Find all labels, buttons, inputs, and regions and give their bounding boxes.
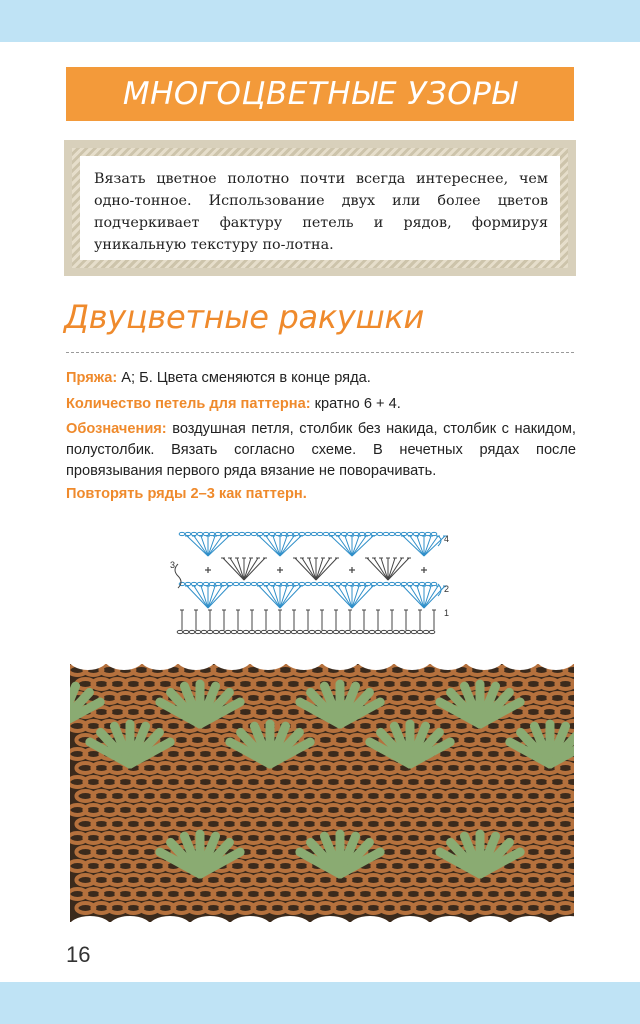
section-divider (66, 352, 574, 353)
top-band (0, 0, 640, 42)
brown-loop (572, 763, 574, 773)
chain-stitch (209, 532, 215, 535)
double-crochet (316, 558, 330, 580)
chain-stitch (227, 532, 233, 535)
chain-stitch (227, 582, 233, 585)
double-crochet (388, 558, 402, 580)
chain-stitch (347, 582, 353, 585)
stitch-count-line (66, 394, 576, 415)
chain-stitch (423, 630, 429, 633)
chain-stitch (275, 532, 281, 535)
symbols-label: Обозначения: (66, 421, 167, 437)
chain-stitch (239, 532, 245, 535)
chain-stitch (321, 630, 327, 633)
chain-stitch (401, 532, 407, 535)
chain-stitch (311, 532, 317, 535)
double-crochet (266, 536, 280, 556)
chain-stitch (257, 532, 263, 535)
chain-stitch (309, 630, 315, 633)
brown-loop (572, 791, 574, 801)
chain-stitch (335, 582, 341, 585)
symbols-paragraph (66, 419, 576, 482)
chain-stitch (243, 630, 249, 633)
chain-stitch (269, 582, 275, 585)
chain-stitch (431, 532, 437, 535)
chain-stitch (185, 582, 191, 585)
double-crochet (266, 586, 280, 608)
double-crochet (410, 586, 424, 608)
chain-stitch (239, 582, 245, 585)
chain-stitch (189, 630, 195, 633)
chain-stitch (185, 532, 191, 535)
chain-stitch (413, 582, 419, 585)
crochet-chart-svg (168, 524, 468, 640)
chain-stitch (183, 630, 189, 633)
chain-stitch (237, 630, 243, 633)
chain-stitch (279, 630, 285, 633)
brown-loop (572, 819, 574, 829)
chain-stitch (221, 582, 227, 585)
double-crochet (194, 536, 208, 556)
chain-stitch (425, 532, 431, 535)
chain-stitch (225, 630, 231, 633)
chain-stitch (305, 532, 311, 535)
chain-stitch (177, 630, 183, 633)
chain-stitch (231, 630, 237, 633)
chain-stitch (315, 630, 321, 633)
brown-loop (572, 875, 574, 885)
repeat-line (66, 484, 576, 505)
symbols-text: воздушная петля, столбик без накида, столбик с накидом, полустолбик. Вязать согласно схеме. В нечетных рядах после провязывания первого ряда вязание не поворачивать. (66, 421, 576, 479)
double-crochet (424, 586, 438, 608)
row-label-1: 1 (444, 608, 450, 618)
chain-stitch (281, 532, 287, 535)
chain-stitch (323, 582, 329, 585)
double-crochet (230, 558, 244, 580)
chain-stitch (353, 582, 359, 585)
stitch-count-label: Количество петель для паттерна: (66, 396, 311, 412)
row-label-3: 3 (170, 560, 176, 570)
chain-stitch (359, 532, 365, 535)
chain-stitch (351, 630, 357, 633)
row-label-2: 2 (444, 584, 450, 594)
crochet-sample-photo (70, 664, 574, 922)
double-crochet (352, 536, 366, 556)
chain-stitch (339, 630, 345, 633)
chain-stitch (359, 582, 365, 585)
section-title: Двуцветные ракушки (64, 298, 425, 336)
chain-stitch (419, 582, 425, 585)
double-crochet (208, 586, 222, 608)
chain-stitch (191, 582, 197, 585)
chain-stitch (405, 630, 411, 633)
chain-stitch (377, 532, 383, 535)
chain-stitch (377, 582, 383, 585)
chain-stitch (407, 582, 413, 585)
chain-stitch (341, 582, 347, 585)
chain-stitch (305, 582, 311, 585)
chain-stitch (413, 532, 419, 535)
chain-stitch (197, 532, 203, 535)
chain-stitch (249, 630, 255, 633)
chain-stitch (221, 532, 227, 535)
chain-stitch (245, 582, 251, 585)
chain-stitch (407, 532, 413, 535)
chain-stitch (329, 532, 335, 535)
chapter-header (66, 67, 574, 121)
chain-stitch (365, 532, 371, 535)
chain-stitch (329, 582, 335, 585)
chain-stitch (371, 532, 377, 535)
intro-frame (64, 140, 576, 276)
intro-text: Вязать цветное полотно почти всегда интереснее, чем одно-тонное. Использование двух или более цветов подчеркивает фактуру петель и рядов, формируя уникальную текстуру по-лотна. (94, 171, 548, 253)
intro-box (80, 156, 560, 260)
chain-stitch (341, 532, 347, 535)
double-crochet (244, 558, 258, 580)
chain-stitch (197, 582, 203, 585)
chapter-title: МНОГОЦВЕТНЫЕ УЗОРЫ (122, 76, 518, 112)
chain-stitch (233, 532, 239, 535)
double-crochet (352, 586, 366, 608)
chain-stitch (209, 582, 215, 585)
chain-stitch (387, 630, 393, 633)
chain-stitch (383, 532, 389, 535)
chain-stitch (275, 582, 281, 585)
chain-stitch (371, 582, 377, 585)
chain-stitch (345, 630, 351, 633)
repeat-instruction: Повторять ряды 2–3 как паттерн. (66, 486, 307, 502)
double-crochet (338, 586, 352, 608)
chain-stitch (191, 532, 197, 535)
chain-stitch (201, 630, 207, 633)
chain-stitch (417, 630, 423, 633)
chain-stitch (261, 630, 267, 633)
brown-loop (572, 903, 574, 913)
chain-stitch (257, 582, 263, 585)
chain-stitch (251, 582, 257, 585)
chain-stitch (203, 582, 209, 585)
chain-stitch (389, 532, 395, 535)
crochet-chart (168, 524, 468, 640)
chain-stitch (303, 630, 309, 633)
chain-stitch (203, 532, 209, 535)
chain-stitch (233, 582, 239, 585)
bottom-band (0, 982, 640, 1024)
page-number: 16 (66, 942, 91, 967)
chain-stitch (357, 630, 363, 633)
double-crochet (410, 536, 424, 556)
double-crochet (280, 536, 294, 556)
chain-stitch (395, 532, 401, 535)
chain-stitch (425, 582, 431, 585)
double-crochet (194, 586, 208, 608)
chain-stitch (399, 630, 405, 633)
chain-stitch (287, 532, 293, 535)
chain-stitch (395, 582, 401, 585)
chain-stitch (381, 630, 387, 633)
double-crochet (302, 558, 316, 580)
chain-stitch (333, 630, 339, 633)
chain-stitch (293, 532, 299, 535)
chain-stitch (311, 582, 317, 585)
double-crochet (280, 586, 294, 608)
chain-stitch (429, 630, 435, 633)
chain-stitch (323, 532, 329, 535)
yarn-line (66, 368, 576, 389)
chain-stitch (213, 630, 219, 633)
chain-stitch (297, 630, 303, 633)
row-label-4: 4 (444, 534, 450, 544)
brown-loop (572, 679, 574, 689)
chain-stitch (327, 630, 333, 633)
chain-stitch (273, 630, 279, 633)
chain-stitch (195, 630, 201, 633)
chain-stitch (263, 532, 269, 535)
chain-stitch (299, 582, 305, 585)
chain-stitch (317, 582, 323, 585)
chain-stitch (363, 630, 369, 633)
double-crochet (374, 558, 388, 580)
chain-stitch (375, 630, 381, 633)
chain-stitch (299, 532, 305, 535)
chain-stitch (207, 630, 213, 633)
chain-stitch (353, 532, 359, 535)
chain-stitch (263, 582, 269, 585)
chain-stitch (365, 582, 371, 585)
chain-stitch (293, 582, 299, 585)
chain-stitch (383, 582, 389, 585)
stitch-count-value: кратно 6 + 4. (310, 396, 401, 412)
chain-stitch (431, 582, 437, 585)
chain-stitch (287, 582, 293, 585)
chain-stitch (251, 532, 257, 535)
chain-stitch (335, 532, 341, 535)
chain-stitch (269, 532, 275, 535)
yarn-label: Пряжа: (66, 370, 118, 386)
brown-loop (572, 847, 574, 857)
chain-stitch (215, 532, 221, 535)
chain-stitch (245, 532, 251, 535)
double-crochet (424, 536, 438, 556)
chain-stitch (255, 630, 261, 633)
crochet-sample-svg (70, 664, 574, 922)
chain-stitch (317, 532, 323, 535)
chain-stitch (179, 532, 185, 535)
chain-stitch (285, 630, 291, 633)
brown-loop (572, 707, 574, 717)
chain-stitch (215, 582, 221, 585)
chain-stitch (419, 532, 425, 535)
chain-stitch (267, 630, 273, 633)
chain-stitch (369, 630, 375, 633)
chain-stitch (411, 630, 417, 633)
yarn-value: А; Б. Цвета сменяются в конце ряда. (117, 370, 371, 386)
chain-stitch (291, 630, 297, 633)
chain-stitch (347, 532, 353, 535)
double-crochet (338, 536, 352, 556)
chain-stitch (401, 582, 407, 585)
chain-stitch (281, 582, 287, 585)
chain-stitch (219, 630, 225, 633)
chain-stitch (393, 630, 399, 633)
double-crochet (208, 536, 222, 556)
chain-stitch (389, 582, 395, 585)
turning-chain (175, 564, 181, 588)
